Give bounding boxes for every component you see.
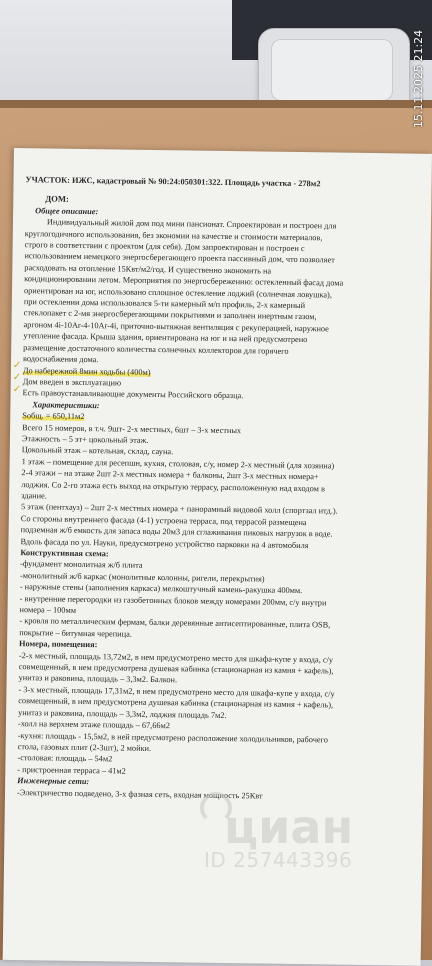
rooms-line: стола, газовых плит (2-3шт), 2 мойки. xyxy=(17,742,152,753)
embankment-distance: До набережной 8мин ходьбы (400м) xyxy=(22,365,151,377)
rooms-line: -столовая: площадь – 54м2 xyxy=(17,753,113,764)
documents-note: Есть правоустанавливающие документы Российского образца. xyxy=(22,388,244,401)
general-line: круглогодичного использования, без экономии на качестве и стоимости материалов, xyxy=(24,228,323,242)
plot-header: УЧАСТОК: ИЖС, кадастровый № 90:24:050301:322. Площадь участка - 278м2 xyxy=(25,175,321,189)
desk-edge xyxy=(0,100,432,108)
general-line: использованием немецкого энергосберегающего проекта пассивный дом, что позволяет xyxy=(24,251,335,265)
spec-total-area: Sобщ. = 650,11м2 xyxy=(22,411,85,422)
checkmark-icon: ✓ xyxy=(12,372,22,384)
construct-line: -монолитный ж/б каркас (монолитные колонны, ригели, перекрытия) xyxy=(19,570,265,584)
section-house: ДОМ: xyxy=(45,193,69,205)
spec-parking: Вдоль фасада по ул. Науки, предусмотрено устройство парковки на 4 автомобиля xyxy=(20,536,309,550)
rooms-line: совмещенный, в нем предусмотрена душевая кабинка (стационарная из камня + кафель), xyxy=(18,696,334,710)
general-line: размещение достаточного количества солнечных коллекторов для горячего xyxy=(23,342,289,356)
commissioned-note: Дом введен в эксплуатацию xyxy=(22,377,122,388)
general-title: Общее описание: xyxy=(35,206,99,216)
rooms-line: -холл на верхнем этаже площадь – 67,66м2 xyxy=(17,719,171,731)
spec-line: лоджия. Со 2-го этажа есть выход на открытую террасу, расположенную над входом в xyxy=(21,479,325,493)
rooms-line: - пристроенная терраса – 41м2 xyxy=(17,764,126,776)
rooms-line: унитаз и раковина, площадь – 3,3м2, лоджия площадь 7м2. xyxy=(18,707,227,720)
construct-line: номера – 100мм xyxy=(19,605,77,615)
checkmark-icon: ✓ xyxy=(12,384,22,396)
construct-line: - внутренние перегородки из газобетонных блоков между номерами 200мм, с/у внутри xyxy=(19,593,327,608)
spec-line: подземная ж/б емкость для запаса воды 20м3 для сглаживания пиковых нагрузок в воде. xyxy=(20,525,333,539)
general-line: кондиционировании летом. Мероприятия по энергосбережению: остекленный фасад дома xyxy=(24,274,344,288)
construct-line: покрытие – битумная черепица. xyxy=(19,627,132,639)
rooms-title: Номера, помещения: xyxy=(19,639,98,650)
checkmark-icon: ✓ xyxy=(12,360,22,372)
construct-title: Конструктивная схема: xyxy=(20,548,109,559)
construct-line: - наружные стены (заполнения каркаса) мелкоштучный камень-ракушка 400мм. xyxy=(19,582,303,596)
spec-floors: Этажность – 5 эт+ цокольный этаж. xyxy=(21,434,149,445)
specs-title: Характеристики: xyxy=(32,400,100,410)
spec-line: Со стороны внутреннего фасада (4-1) устроена терраса, под террасой размещена xyxy=(20,513,307,527)
general-line: строго в соответствии с проектом (для себя). Дом запроектирован и построен с xyxy=(24,240,305,254)
spec-floor-1: 1 этаж – помещение для ресепшн, кухня, столовая, с/у, номер 2-х местный (для хозяина) xyxy=(21,456,335,471)
watermark xyxy=(190,800,410,880)
spec-line: здание. xyxy=(21,491,47,501)
rooms-line: совмещенный, в нем предусмотрена душевая кабинка (стационарная из камня + кафель), xyxy=(18,662,334,676)
rooms-line: унитаз и раковина, площадь – 3,3м2. Балкон. xyxy=(18,673,178,685)
rooms-line: -2-х местный, площадь 13,72м2, в нем предусмотрено место для шкафа-купе у входа, с/у xyxy=(18,650,334,665)
general-line: водоснабжения дома. xyxy=(22,354,99,365)
general-line: стеклопакет с 2-мя энергосберегающими покрытиями и заполнен инертным газом, xyxy=(23,308,317,322)
general-line: Индивидуальный жилой дом под мини пансионат. Спроектирован и построен для xyxy=(46,217,337,231)
general-line: утепление фасада. Крыша здания, ориентирована на юг и на ней предусмотрено xyxy=(23,331,308,345)
engineering-title: Инженерные сети: xyxy=(17,776,90,787)
general-line: ориентирован на юг, использовано сплошное остекление лоджий (солнечная ловушка), xyxy=(23,285,332,300)
device-tray xyxy=(271,39,393,101)
document-content xyxy=(17,174,412,803)
construct-line: - кровля по металлическим фермам, балки деревянные антисептированные, плита OSB, xyxy=(19,616,331,630)
engineering-line: -Электричество подведено, 3-х фазная сеть, входная мощность 25Квт xyxy=(16,787,263,801)
watermark-id: ID 257443396 xyxy=(204,848,353,872)
rooms-line: - 3-х местный, площадь 17,31м2, в нем предусмотрено место для шкафа-купе у входа, с/у xyxy=(18,684,335,699)
spec-room-count: Всего 15 номеров, в т.ч. 9шт- 2-х местных, 6шт – 3-х местных xyxy=(22,422,242,435)
general-line: расходовать на отопление 15Квт/м2/год. И существенно экономить на xyxy=(24,263,272,276)
spec-floors-2-4: 2-4 этажи – на этаже 2шт 2-х местных номера + балконы, 2шт 3-х местных номера+ xyxy=(21,468,319,482)
construct-line: -фундамент монолитная ж/б плита xyxy=(20,559,143,571)
general-line: при остеклении дома использовался 5-ти камерный м/п профиль, 2-х камерный xyxy=(23,297,306,311)
spec-floor-5: 5 этаж (пентхауз) – 2шт 2-х местных номера + панорамный видовой холл (спортзал итд.). xyxy=(20,502,338,516)
watermark-brand: циан xyxy=(224,800,354,854)
spec-basement: Цокольный этаж – котельная, склад, сауна. xyxy=(21,445,174,457)
photo-timestamp: 15.11.2025 21:24 xyxy=(412,29,425,128)
general-line: аргоном 4i-10Ar-4-10Ar-4i, приточно-вытяжная вентиляция с рекуперацией, наружное xyxy=(23,320,329,334)
rooms-line: -кухня: площадь - 15,5м2, в ней предусмотрено расположение холодильников, рабочего xyxy=(17,730,329,744)
